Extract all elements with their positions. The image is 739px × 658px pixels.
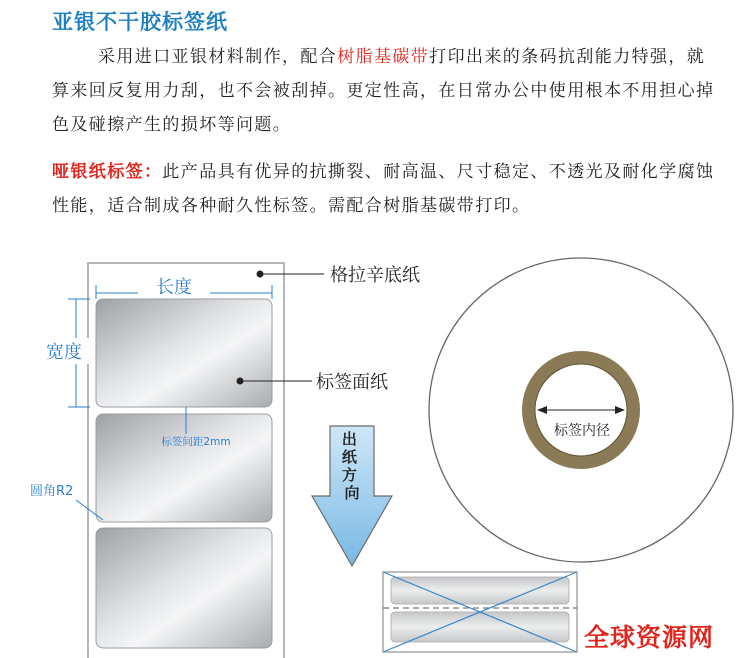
label-face-1 [96, 299, 272, 407]
label-diagram [0, 230, 739, 658]
backing-callout-dot [257, 271, 264, 278]
feed-direction-char-1: 出 [341, 430, 357, 448]
core-diameter-label: 标签内径 [554, 423, 610, 439]
watermark-logo: 全球资源网 [584, 623, 715, 652]
corner-radius-label: 圆角R2 [30, 484, 74, 499]
feed-direction-char-2: 纸 [341, 448, 357, 466]
feed-direction-char-3: 方 [341, 466, 357, 484]
intro-text-start: 采用进口亚银材料制作，配合 [98, 47, 338, 67]
sample-label-top [391, 577, 569, 604]
matte-silver-paragraph [52, 155, 722, 223]
face-paper-label: 标签面纸 [316, 372, 388, 393]
matte-silver-lead: 哑银纸标签： [52, 162, 163, 182]
backing-paper-label: 格拉辛底纸 [330, 265, 420, 286]
intro-paragraph [52, 40, 722, 142]
page-title: 亚银不干胶标签纸 [52, 10, 228, 34]
ribbon-highlight: 树脂基碳带 [337, 47, 430, 67]
label-face-2 [96, 414, 272, 522]
intro-text-end: 打印出来的条码抗刮能力特强，就算来回反复用力刮，也不会被刮掉。更定性高，在日常办公中使用根本不用担心掉色及碰擦产生的损坏等问题。 [52, 47, 715, 135]
label-face-3 [96, 528, 272, 648]
face-callout-dot [237, 378, 244, 385]
feed-direction-label [342, 430, 362, 502]
matte-silver-text: 此产品具有优异的抗撕裂、耐高温、尺寸稳定、不透光及耐化学腐蚀性能，适合制成各种耐久性标签。需配合树脂基碳带打印。 [52, 162, 715, 216]
gap-label: 标签间距2mm [161, 436, 231, 448]
width-label: 宽度 [46, 342, 82, 363]
length-label: 长度 [156, 277, 192, 298]
feed-direction-char-4: 向 [344, 484, 360, 502]
